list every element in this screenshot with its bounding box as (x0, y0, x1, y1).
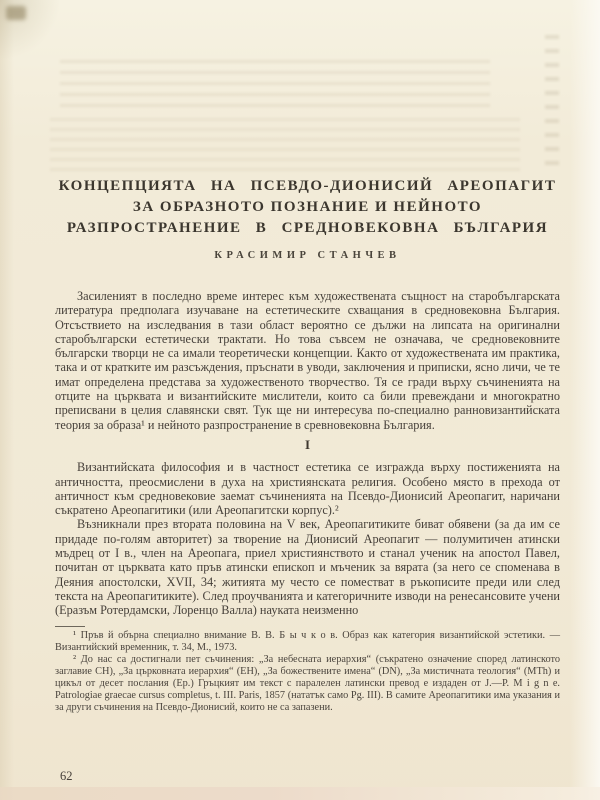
article-title-line-2: ЗА ОБРАЗНОТО ПОЗНАНИЕ И НЕЙНОТО (132, 199, 483, 215)
article-title-line-1: КОНЦЕПЦИЯТА НА ПСЕВДО-ДИОНИСИЙ АРЕОПАГИТ (58, 178, 557, 194)
article-title (55, 176, 560, 239)
scan-corner-smudge (6, 6, 26, 20)
article-body (55, 289, 560, 618)
section-heading: I (304, 436, 311, 452)
article-author: КРАСИМИР СТАНЧЕВ (214, 250, 401, 261)
show-through-text-texture (60, 60, 490, 110)
page-number: 62 (60, 769, 73, 783)
footnote-2: ² До нас са достигнали пет съчинения: „За небесната иерархия“ (съкратено означение според латинското заглавие CH), „За църковната иерархия“ (EH), „За божествените имена“ (DN), „За мистичната теология“ (MTh) и цикъл от десет послания (Ep.) Гръцкият им текст с паралелен латински превод е издаден от J.—P. M i g n e. Patrologiae graecae cursus completus, t. III. Paris, 1857 (нататък само Pg. III). В самите Ареопагитики има указания и за други съчинения на Псевдо-Дионисий, които не са запазени. (55, 653, 560, 714)
article-header (55, 176, 560, 261)
footnotes (55, 630, 560, 715)
paragraph-areopagitica-origin: Възникнали през втората половина на V век, Ареопагитиките биват обявени (за да им се придаде по-голям авторитет) за творение на Дионисий Ареопагит — полумитичен атински мъдрец от I в., член на Ареопага, приел християнството и станал ученик на апостол Павел, почитан от църквата като пръв атински епископ и мъченик за вярата (за него се споменава в Деяния апостолски, XVII, 34; житията му често се поместват в ръкописите преди или след текста на Ареопагитиките). След проучванията и категоричните изводи на ренесансовите учени (Еразъм Ротердамски, Лоренцо Валла) науката неизменно (55, 517, 560, 618)
paragraph-intro: Засиленият в последно време интерес към художествената същност на старобългарската литература предполага изучаване на естетическите схващания в средновековна България. Отсъствието на изследвания в тази област вероятно се дължи на липсата на оригинални старобългарски естетически трактати. Но това съвсем не означава, че средновековните български творци не са имали теоретически концепции. Както от художествената им практика, така и от кратките им разсъждения, пръснати в уводи, заключения и приписки, ясно личи, че те имат определена представа за художественото творчество. Тя се гради върху съчиненията на отците на църквата и византийските мислители, които са били превеждани и многократно преписвани в целия славянски свят. Тук ще ни интересува по-специално ранновизантийската теория за образа¹ и нейното разпространение в сревновековна България. (55, 289, 560, 432)
footnote-separator (55, 626, 85, 627)
page-edge-marks (545, 35, 559, 165)
paragraph-byzantine-philosophy: Византийската философия и в частност естетика се изгражда върху постиженията на античността, преосмислени в духа на християнската религия. Особено място в прехода от античност към средновековие заемат съчиненията на Псевдо-Дионисий Ареопагит, наричани съкратено Ареопагитики (или Ареопагитски корпус).² (55, 460, 560, 518)
page-content (55, 176, 560, 714)
footnote-1: ¹ Пръв й обърна специално внимание В. В. Б ы ч к о в. Образ как категория византийской эстетики. — Византийский временник, т. 34, М., 1973. (55, 629, 560, 653)
show-through-text-texture (50, 118, 520, 173)
article-title-line-3: РАЗПРОСТРАНЕНИЕ В СРЕДНОВЕКОВНА БЪЛГАРИЯ (66, 220, 549, 236)
